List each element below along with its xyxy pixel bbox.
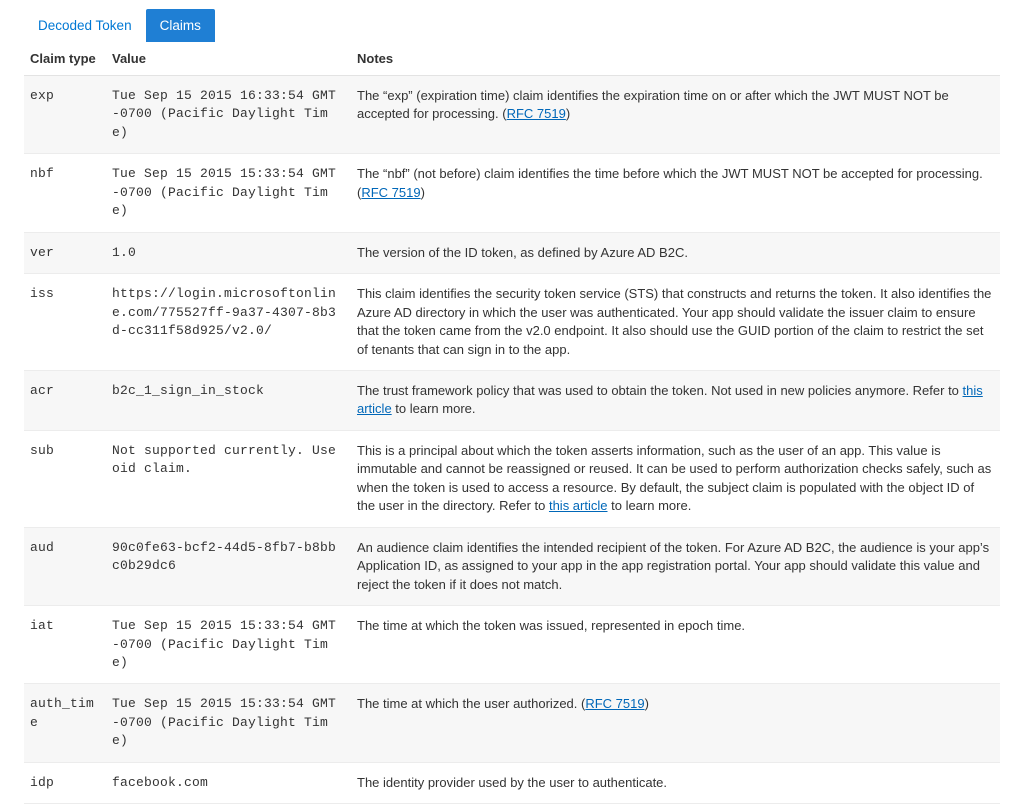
claim-type-cell: idp (24, 762, 106, 803)
notes-link[interactable]: this article (548, 498, 608, 514)
claim-notes-cell (351, 606, 1000, 684)
column-header-claim-type: Claim type (24, 42, 106, 76)
claim-type-cell: auth_time (24, 684, 106, 762)
notes-text: The trust framework policy that was used to obtain the token. Not used in new policies anymore. Refer to (357, 382, 963, 398)
column-header-notes: Notes (351, 42, 1000, 76)
notes-text: This claim identifies the security token service (STS) that constructs and returns the token. It also identifies the Azure AD directory in which the user was authenticated. Your app should validate the issuer claim to ensure that the token came from the v2.0 endpoint. It also should use the GUID portion of the claim to restrict the set of tenants that can sign in to the app. (357, 286, 992, 357)
claim-value-cell: Tue Sep 15 2015 15:33:54 GMT-0700 (Pacific Daylight Time) (106, 684, 351, 762)
claim-value-cell: facebook.com (106, 762, 351, 803)
claim-type-cell: iat (24, 606, 106, 684)
claim-value-cell: Tue Sep 15 2015 15:33:54 GMT-0700 (Pacific Daylight Time) (106, 606, 351, 684)
notes-link[interactable]: RFC 7519 (361, 184, 421, 200)
claim-notes-cell (351, 762, 1000, 803)
notes-text: This is a principal about which the token asserts information, such as the user of an app. This value is immutable and cannot be reassigned or reused. It can be used to perform authorization checks safely, such as when the token is used to access a resource. By default, the subject claim is populated with the object ID of the user in the directory. Refer to (357, 442, 992, 514)
column-header-value: Value (106, 42, 351, 76)
notes-text-tail: ) (644, 696, 649, 712)
claim-type-cell: aud (24, 527, 106, 605)
notes-text-tail: to learn more. (391, 401, 476, 417)
notes-text: The version of the ID token, as defined by Azure AD B2C. (357, 244, 688, 260)
claim-type-cell: sub (24, 430, 106, 527)
claim-type-cell: iss (24, 274, 106, 371)
claim-value-cell: Not supported currently. Use oid claim. (106, 430, 351, 527)
table-row (24, 527, 1000, 605)
claim-notes-cell (351, 527, 1000, 605)
table-row (24, 76, 1000, 154)
claim-value-cell: Tue Sep 15 2015 16:33:54 GMT-0700 (Pacific Daylight Time) (106, 76, 351, 154)
claims-table (24, 42, 1000, 804)
claim-notes-cell (351, 370, 1000, 430)
table-header-row (24, 42, 1000, 76)
claim-notes-cell (351, 684, 1000, 762)
table-body (24, 76, 1000, 804)
claim-value-cell: b2c_1_sign_in_stock (106, 370, 351, 430)
notes-text: The time at which the user authorized. ( (357, 696, 586, 712)
claim-type-cell: exp (24, 76, 106, 154)
table-row (24, 154, 1000, 232)
claim-value-cell: Tue Sep 15 2015 15:33:54 GMT-0700 (Pacific Daylight Time) (106, 154, 351, 232)
claim-value-cell: https://login.microsoftonline.com/775527ff-9a37-4307-8b3d-cc311f58d925/v2.0/ (106, 274, 351, 371)
table-row (24, 370, 1000, 430)
table-row (24, 684, 1000, 762)
notes-link[interactable]: RFC 7519 (585, 696, 645, 712)
notes-text-tail: ) (420, 184, 425, 200)
tab-bar (0, 0, 1024, 42)
notes-text: The time at which the token was issued, represented in epoch time. (357, 618, 746, 634)
notes-text-tail: ) (565, 106, 571, 122)
claim-type-cell: ver (24, 232, 106, 273)
table-row (24, 762, 1000, 803)
table-head (24, 42, 1000, 76)
notes-link[interactable]: RFC 7519 (506, 106, 566, 122)
tab-decoded-token[interactable]: Decoded Token (24, 9, 146, 43)
claim-notes-cell (351, 76, 1000, 154)
claim-notes-cell (351, 154, 1000, 232)
claim-type-cell: acr (24, 370, 106, 430)
notes-text-tail: to learn more. (607, 498, 692, 514)
claim-notes-cell (351, 232, 1000, 273)
claim-type-cell: nbf (24, 154, 106, 232)
table-row (24, 274, 1000, 371)
claim-value-cell: 90c0fe63-bcf2-44d5-8fb7-b8bbc0b29dc6 (106, 527, 351, 605)
tab-claims[interactable]: Claims (146, 9, 215, 43)
notes-text: The “nbf” (not before) claim identifies the time before which the JWT MUST NOT be accepted for processing. ( (357, 166, 983, 200)
claim-notes-cell (351, 274, 1000, 371)
notes-text: The identity provider used by the user to authenticate. (357, 774, 668, 790)
claim-value-cell: 1.0 (106, 232, 351, 273)
table-row (24, 430, 1000, 527)
notes-link[interactable]: this article (357, 382, 983, 417)
notes-text: The “exp” (expiration time) claim identifies the expiration time on or after which the JWT MUST NOT be accepted for processing. ( (357, 88, 949, 122)
table-row (24, 606, 1000, 684)
table-row (24, 232, 1000, 273)
claim-notes-cell (351, 430, 1000, 527)
notes-text: An audience claim identifies the intended recipient of the token. For Azure AD B2C, the audience is your app’s Application ID, as assigned to your app in the app registration portal. Your app should validate this value and reject the token if it does not match. (357, 539, 990, 592)
